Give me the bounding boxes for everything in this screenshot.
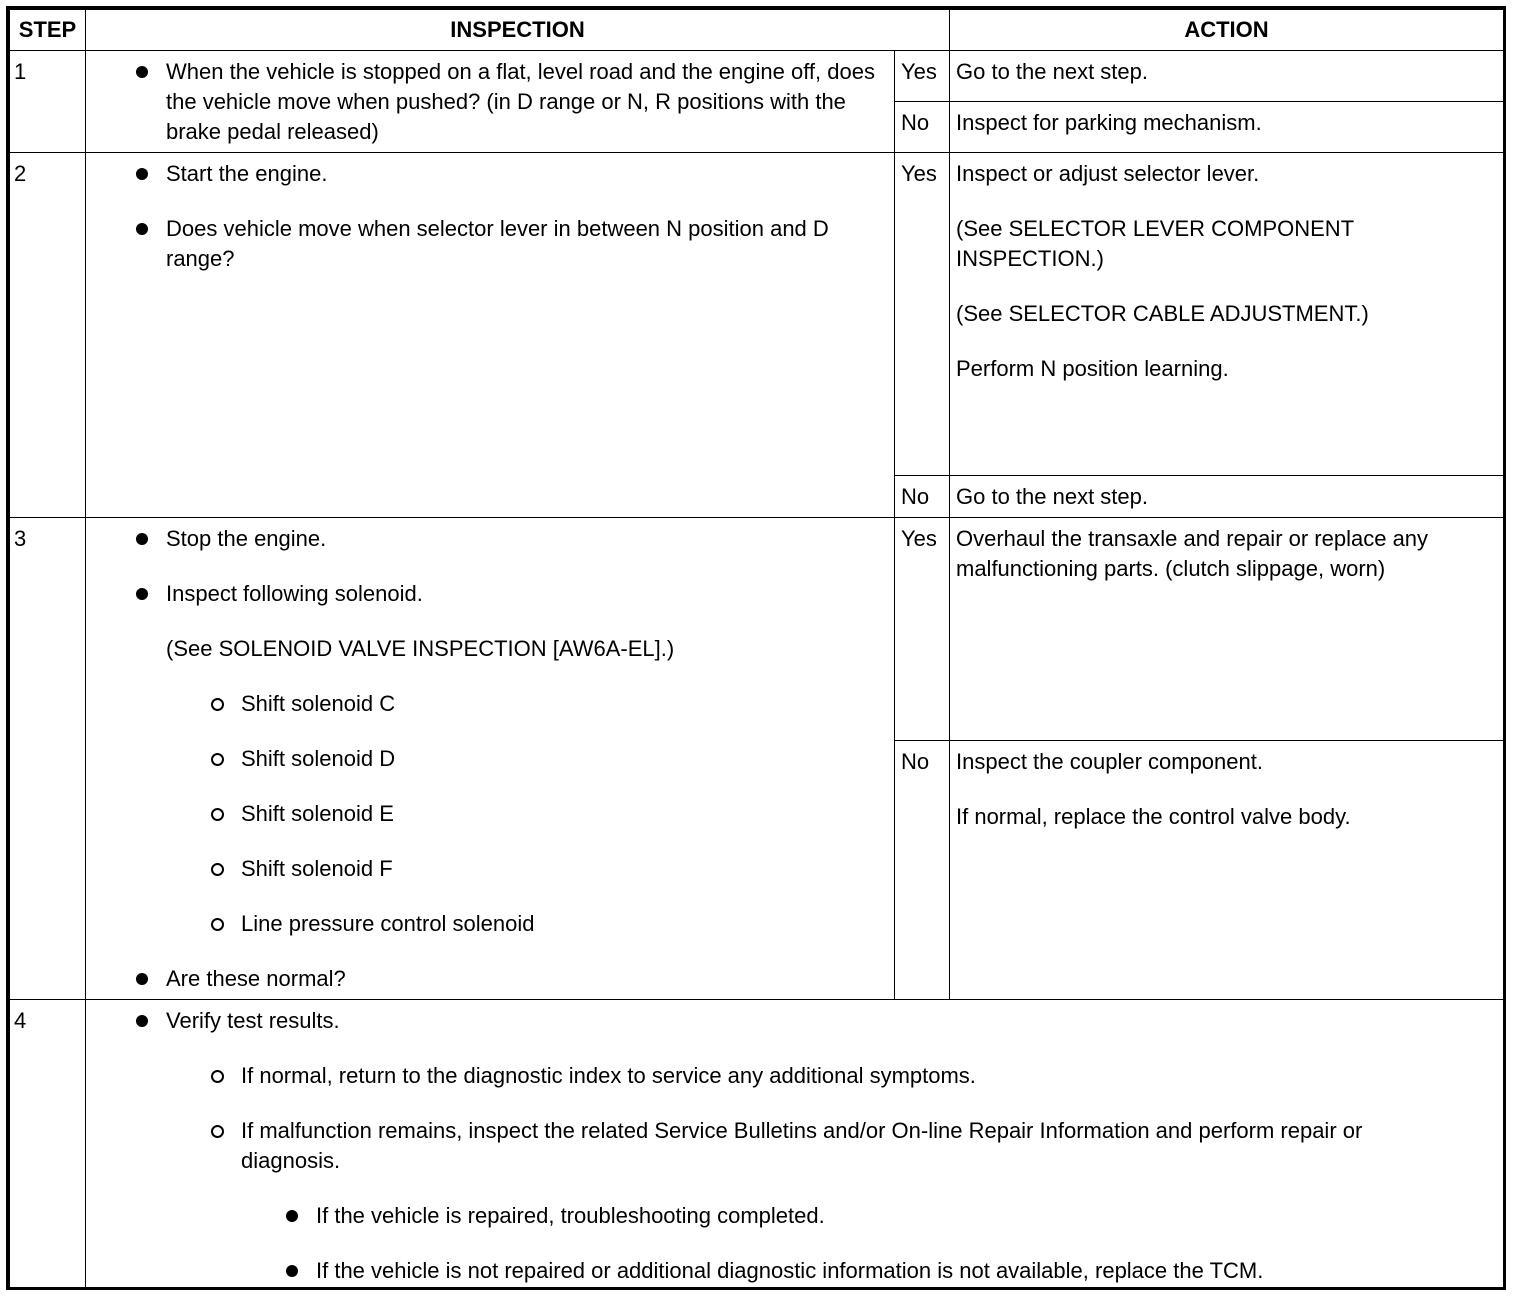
step-number: 3: [10, 518, 86, 1000]
header-action: ACTION: [950, 10, 1504, 51]
no-label: No: [895, 476, 950, 518]
action-text: Go to the next step.: [956, 59, 1149, 84]
bullet-item: Inspect following solenoid.: [86, 579, 886, 609]
step-number: 2: [10, 153, 86, 518]
header-row: [10, 10, 1504, 51]
header-step: STEP: [10, 10, 86, 51]
action-text: Overhaul the transaxle and repair or replace any malfunctioning parts. (clutch slippage, worn): [956, 526, 1429, 581]
bullet-item: When the vehicle is stopped on a flat, level road and the engine off, does the vehicle move when pushed? (in D range or N, R positions with the brake pedal released): [86, 57, 886, 147]
solenoid-item: Shift solenoid D: [86, 744, 886, 774]
sub-sub-bullet-item: If the vehicle is not repaired or additional diagnostic information is not available, replace the TCM.: [86, 1256, 1495, 1286]
step-number: 4: [10, 1000, 86, 1289]
solenoid-item: Shift solenoid F: [86, 854, 886, 884]
sub-bullet-item: If normal, return to the diagnostic index to service any additional symptoms.: [86, 1061, 1495, 1091]
step-2-yes-row: [10, 153, 1504, 476]
sub-sub-bullet-item: If the vehicle is repaired, troubleshooting completed.: [86, 1201, 1495, 1231]
solenoid-item: Shift solenoid E: [86, 799, 886, 829]
action-text: If normal, replace the control valve body.: [956, 804, 1351, 829]
step-3-inspection: [86, 518, 895, 1000]
bullet-item: Verify test results.: [86, 1006, 1495, 1036]
step-2-yes-action: [950, 153, 1504, 476]
action-text: (See SELECTOR CABLE ADJUSTMENT.): [956, 301, 1369, 326]
solenoid-item: Shift solenoid C: [86, 689, 886, 719]
bullet-item: Does vehicle move when selector lever in between N position and D range?: [86, 214, 886, 274]
solenoid-item: Line pressure control solenoid: [86, 909, 886, 939]
no-label: No: [895, 102, 950, 153]
bullet-item: Stop the engine.: [86, 524, 886, 554]
step-1-yes-action: [950, 51, 1504, 102]
diagnostic-table: [9, 9, 1504, 1289]
step-1-inspection: [86, 51, 895, 153]
step-1-yes-row: [10, 51, 1504, 102]
header-inspection: INSPECTION: [86, 10, 950, 51]
step-number: 1: [10, 51, 86, 153]
yes-label: Yes: [895, 518, 950, 741]
diagnostic-table-frame: [6, 6, 1506, 1290]
step-4-inspection: [86, 1000, 1504, 1289]
step-2-inspection: [86, 153, 895, 518]
action-text: Inspect or adjust selector lever.: [956, 161, 1260, 186]
yes-label: Yes: [895, 51, 950, 102]
bullet-item: Start the engine.: [86, 159, 886, 189]
action-text: Inspect the coupler component.: [956, 749, 1263, 774]
yes-label: Yes: [895, 153, 950, 476]
action-text: Inspect for parking mechanism.: [956, 110, 1262, 135]
step-3-yes-row: [10, 518, 1504, 741]
step-3-yes-action: [950, 518, 1504, 741]
inspection-reference: (See SOLENOID VALVE INSPECTION [AW6A-EL].): [166, 636, 675, 661]
step-2-no-action: [950, 476, 1504, 518]
step-4-row: [10, 1000, 1504, 1289]
action-text: Go to the next step.: [956, 484, 1149, 509]
no-label: No: [895, 741, 950, 1000]
bullet-item: Are these normal?: [86, 964, 886, 994]
step-3-no-action: [950, 741, 1504, 1000]
action-text: Perform N position learning.: [956, 356, 1229, 381]
step-1-no-action: [950, 102, 1504, 153]
action-text: (See SELECTOR LEVER COMPONENT INSPECTION.): [956, 216, 1354, 271]
sub-bullet-item: If malfunction remains, inspect the related Service Bulletins and/or On-line Repair Information and perform repair or diagnosis.: [86, 1116, 1495, 1176]
